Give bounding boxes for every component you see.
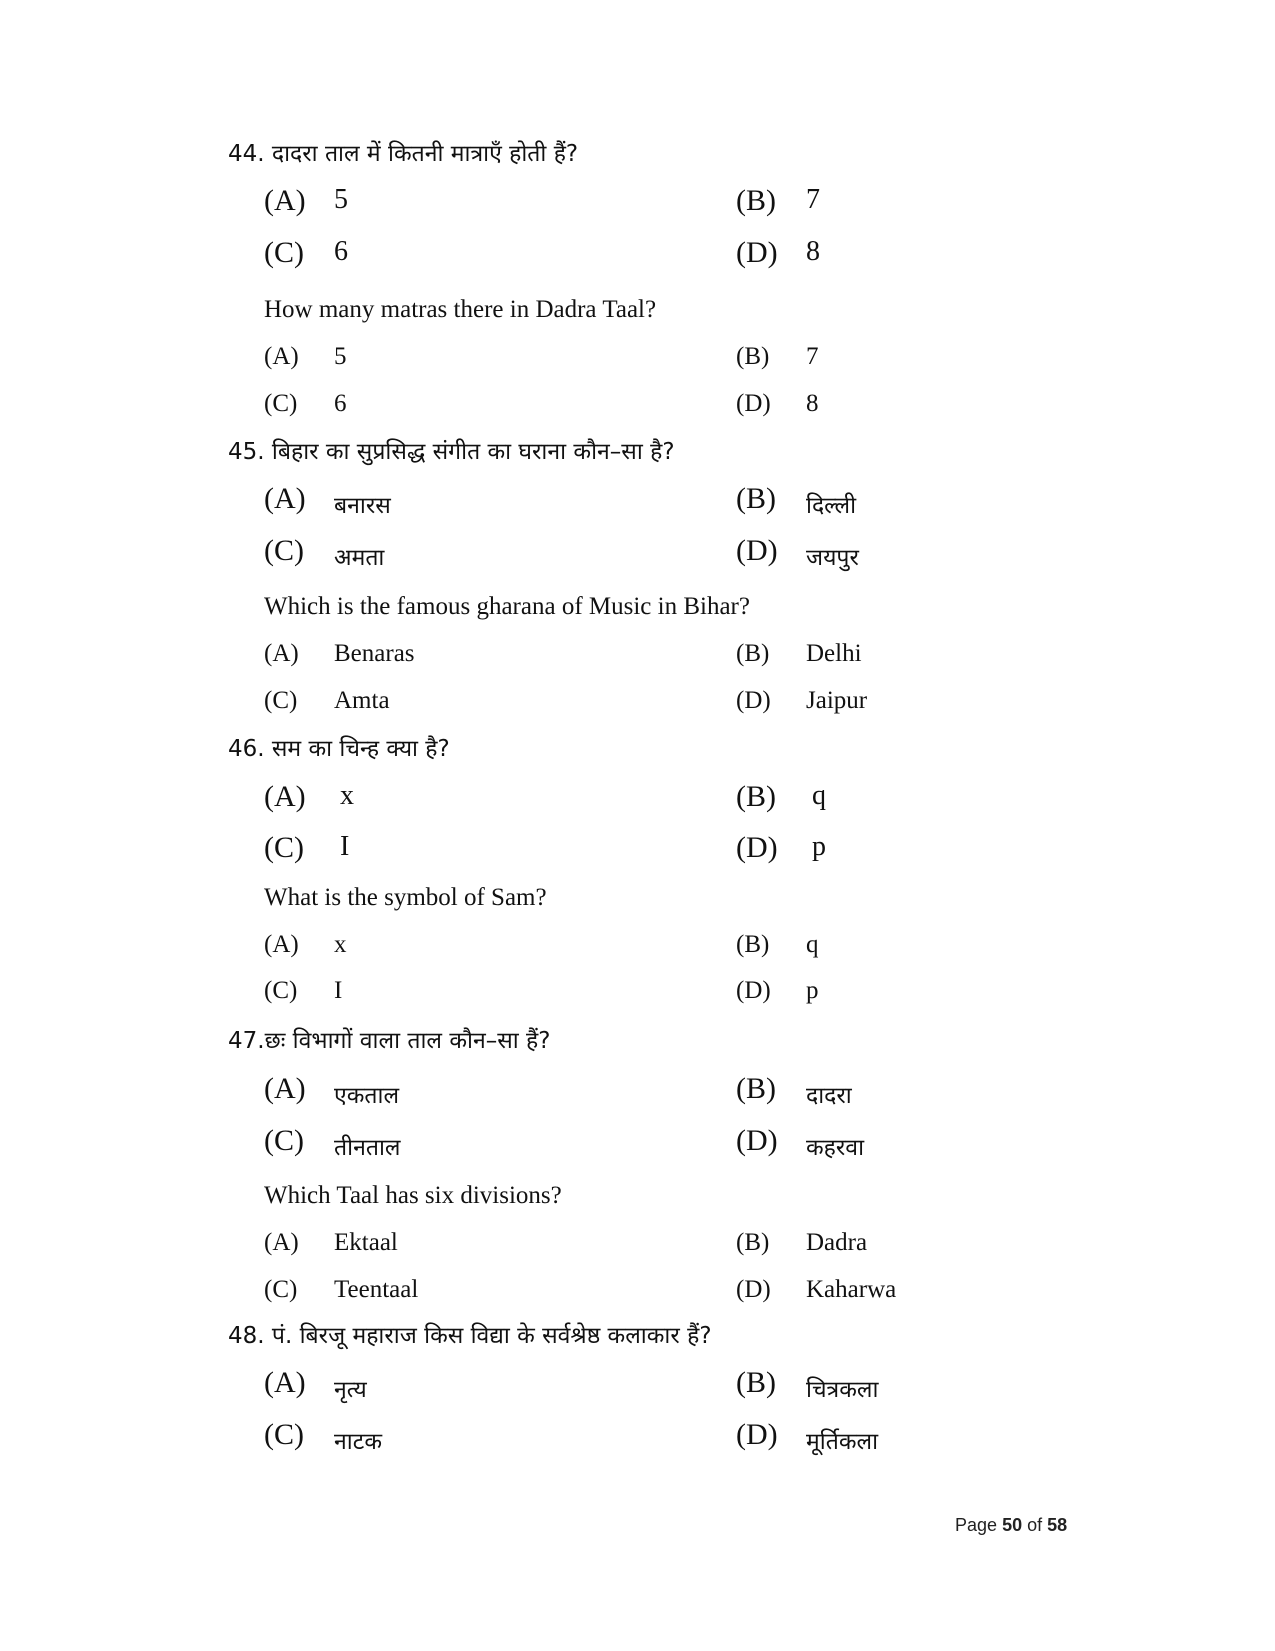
option-label: (C) — [264, 1276, 298, 1303]
option-value: 8 — [806, 236, 820, 267]
question-44-hindi: 44. दादरा ताल में कितनी मात्राएँ होती हैं? — [228, 141, 579, 167]
option-label: (D) — [736, 534, 778, 567]
option-value: 6 — [334, 390, 347, 417]
option-label: (D) — [736, 1124, 778, 1157]
option-label: (B) — [736, 184, 776, 217]
question-48-hindi: 48. पं. बिरजू महाराज किस विद्या के सर्वश्रेष्ठ कलाकार हैं? — [228, 1323, 712, 1349]
option-value: p — [812, 831, 826, 862]
option-value: Kaharwa — [806, 1276, 897, 1303]
option-value: Delhi — [806, 640, 862, 667]
question-47-hindi: 47.छः विभागों वाला ताल कौन–सा हैं? — [228, 1028, 551, 1054]
option-value: 7 — [806, 184, 820, 215]
question-44-english: How many matras there in Dadra Taal? — [264, 296, 657, 323]
option-value: दादरा — [806, 1083, 852, 1109]
option-label: (A) — [264, 1072, 306, 1105]
page-label: Page — [955, 1515, 998, 1535]
option-value: 6 — [334, 236, 348, 267]
option-label: (C) — [264, 390, 298, 417]
option-value: एकताल — [334, 1083, 400, 1109]
option-value: x — [334, 931, 347, 958]
option-label: (A) — [264, 482, 306, 515]
option-value: जयपुर — [806, 545, 859, 571]
question-45-hindi: 45. बिहार का सुप्रसिद्ध संगीत का घराना कौन–सा है? — [228, 439, 675, 465]
option-label: (A) — [264, 640, 299, 667]
option-value: Amta — [334, 687, 390, 714]
option-value: कहरवा — [806, 1135, 865, 1161]
option-value: q — [806, 931, 819, 958]
option-label: (A) — [264, 184, 306, 217]
option-value: I — [340, 831, 350, 862]
option-label: (A) — [264, 931, 299, 958]
option-value: नाटक — [334, 1429, 382, 1455]
option-label: (C) — [264, 1124, 304, 1157]
option-value: I — [334, 977, 343, 1004]
option-label: (B) — [736, 640, 770, 667]
option-label: (B) — [736, 343, 770, 370]
option-label: (C) — [264, 534, 304, 567]
total-pages: 58 — [1047, 1515, 1068, 1535]
option-label: (A) — [264, 343, 299, 370]
option-value: बनारस — [334, 493, 391, 519]
option-value: Jaipur — [806, 687, 868, 714]
page-number — [955, 1515, 1067, 1536]
question-46-hindi: 46. सम का चिन्ह क्या है? — [228, 736, 450, 762]
option-label: (B) — [736, 931, 770, 958]
option-label: (A) — [264, 1366, 306, 1399]
option-value: 5 — [334, 343, 347, 370]
option-label: (A) — [264, 1229, 299, 1256]
option-label: (B) — [736, 780, 776, 813]
option-label: (B) — [736, 1072, 776, 1105]
option-value: 8 — [806, 390, 819, 417]
option-label: (D) — [736, 236, 778, 269]
option-label: (D) — [736, 1276, 771, 1303]
option-value: x — [340, 780, 354, 811]
option-value: p — [806, 977, 819, 1004]
option-value: दिल्ली — [806, 493, 857, 519]
option-label: (C) — [264, 687, 298, 714]
option-value: नृत्य — [334, 1377, 367, 1403]
option-value: तीनताल — [334, 1135, 401, 1161]
question-46-english: What is the symbol of Sam? — [264, 884, 547, 911]
option-label: (A) — [264, 780, 306, 813]
current-page: 50 — [1002, 1515, 1023, 1535]
option-value: मूर्तिकला — [806, 1429, 879, 1455]
question-47-english: Which Taal has six divisions? — [264, 1182, 562, 1209]
option-label: (C) — [264, 831, 304, 864]
option-label: (B) — [736, 1366, 776, 1399]
option-label: (D) — [736, 390, 771, 417]
option-value: Benaras — [334, 640, 415, 667]
option-label: (D) — [736, 977, 771, 1004]
option-label: (D) — [736, 1418, 778, 1451]
option-value: Dadra — [806, 1229, 868, 1256]
option-label: (C) — [264, 236, 304, 269]
option-value: 7 — [806, 343, 819, 370]
option-value: 5 — [334, 184, 348, 215]
option-label: (D) — [736, 687, 771, 714]
option-label: (B) — [736, 1229, 770, 1256]
page-of-label: of — [1027, 1515, 1043, 1535]
option-label: (D) — [736, 831, 778, 864]
option-value: Teentaal — [334, 1276, 419, 1303]
option-value: अमता — [334, 545, 385, 571]
option-value: चित्रकला — [806, 1377, 879, 1403]
option-value: q — [812, 780, 826, 811]
option-label: (C) — [264, 977, 298, 1004]
option-value: Ektaal — [334, 1229, 398, 1256]
option-label: (B) — [736, 482, 776, 515]
question-45-english: Which is the famous gharana of Music in Bihar? — [264, 593, 750, 620]
option-label: (C) — [264, 1418, 304, 1451]
